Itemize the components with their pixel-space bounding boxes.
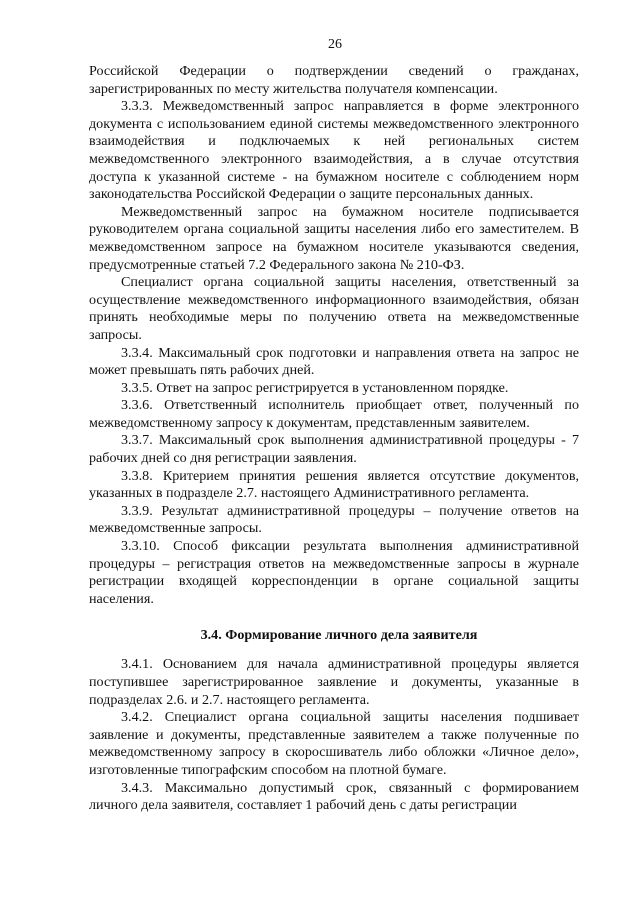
paragraph-3-3-5: 3.3.5. Ответ на запрос регистрируется в установленном порядке. xyxy=(121,379,509,396)
paragraph-3-4-1: 3.4.1. Основанием для начала административной процедуры является поступившее зарегистрированное заявление и документы, указанные в подразделах 2.6. и 2.7. настоящего регламента. xyxy=(89,656,579,708)
paragraph-3-4-2: 3.4.2. Специалист органа социальной защиты населения подшивает заявление и документы, представленные заявителем а также полученные по межведомственному запросу в скоросшиватель либо обложки «Личное дело», изготовленные типографским способом на плотной бумаге. xyxy=(89,709,579,778)
paragraph-paper-request: Межведомственный запрос на бумажном носителе подписывается руководителем органа социальной защиты населения либо его заместителем. В межведомственном запросе на бумажном носителе указываются сведения, предусмотренные статьей 7.2 Федерального закона № 210-ФЗ. xyxy=(89,203,579,273)
paragraph-continuation: Российской Федерации о подтверждении сведений о гражданах, зарегистрированных по месту жительства получателя компенсации. xyxy=(89,63,579,97)
paragraph-3-3-10: 3.3.10. Способ фиксации результата выполнения административной процедуры – регистрация ответов на межведомственные запросы в журнале регистрации входящей корреспонденции в органе социальной защиты населения. xyxy=(89,538,579,607)
paragraph-3-3-3: 3.3.3. Межведомственный запрос направляется в форме электронного документа с использованием единой системы межведомственного электронного взаимодействия и подключаемых к ней региональных систем межведомственного электронного взаимодействия, а в случае отсутствия доступа к указанной системе - на бумажном носителе с соблюдением норм законодательства Российской Федерации о защите персональных данных. xyxy=(89,98,579,203)
paragraph-3-3-7: 3.3.7. Максимальный срок выполнения административной процедуры - 7 рабочих дней со дня регистрации заявления. xyxy=(89,432,579,467)
section-title: 3.4. Формирование личного дела заявителя xyxy=(200,627,478,644)
paragraph-3-3-8: 3.3.8. Критерием принятия решения является отсутствие документов, указанных в подразделе 2.7. настоящего Административного регламента. xyxy=(89,467,579,502)
paragraph-3-3-4: 3.3.4. Максимальный срок подготовки и направления ответа на запрос не может превышать пять рабочих дней. xyxy=(89,344,579,379)
paragraph-3-3-9: 3.3.9. Результат административной процедуры – получение ответов на межведомственные запросы. xyxy=(89,502,579,537)
paragraph-specialist: Специалист органа социальной защиты населения, ответственный за осуществление межведомственного информационного взаимодействия, обязан принять необходимые меры по получению ответа на межведомственные запросы. xyxy=(89,274,579,343)
paragraph-3-3-6: 3.3.6. Ответственный исполнитель приобщает ответ, полученный по межведомственному запросу к документам, представленным заявителем. xyxy=(89,397,579,431)
page-number: 26 xyxy=(328,37,342,52)
paragraph-3-4-3: 3.4.3. Максимально допустимый срок, связанный с формированием личного дела заявителя, составляет 1 рабочий день с даты регистрации xyxy=(89,779,579,814)
document-page xyxy=(89,36,579,815)
